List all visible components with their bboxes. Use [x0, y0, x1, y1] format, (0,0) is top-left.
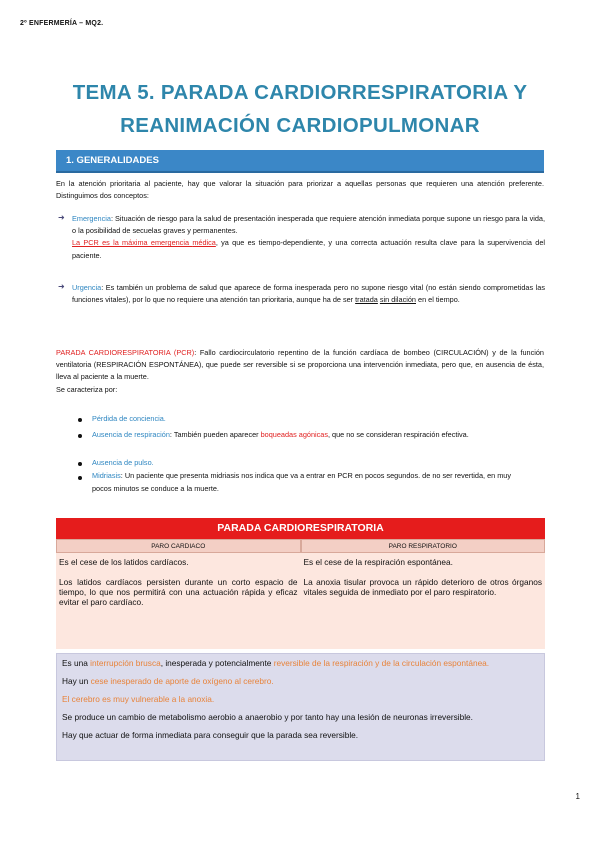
page-title: [0, 76, 600, 142]
page-header: 2º ENFERMERÍA – MQ2.: [20, 20, 104, 27]
feature-item: Ausencia de respiración: También pueden aparecer boqueadas agónicas, que no se consideran respiración efectiva.: [92, 430, 469, 439]
col-header-paro-cardiaco: PARO CARDIACO: [56, 539, 301, 553]
note-item: Se produce un cambio de metabolismo aerobio a anaerobio y por tanto hay una lesión de neuronas irreversible.: [62, 712, 473, 722]
feature-item: Midriasis: Un paciente que presenta midriasis nos indica que va a entrar en PCR en pocos segundos. de no ser revertida, en muy pocos minutos se conduce a la muerte.: [92, 471, 511, 493]
note-item: Es una interrupción brusca, inesperada y potencialmente reversible de la respiración y de la circulación espontánea.: [62, 658, 490, 668]
bullet-dot: [78, 434, 82, 438]
table-title: PARADA CARDIORESPIRATORIA: [56, 518, 545, 539]
col-paro-cardiaco: Es el cese de los latidos cardíacos. Los latidos cardíacos persisten durante un corto espacio de tiempo, lo que nos permitirá con una actuación rápida y eficaz evitar el paro cardíaco.: [59, 557, 298, 607]
col-header-paro-respiratorio: PARO RESPIRATORIO: [301, 539, 546, 553]
note-item: Hay que actuar de forma inmediata para conseguir que la parada sea reversible.: [62, 730, 359, 740]
note-item: El cerebro es muy vulnerable a la anoxia.: [62, 694, 215, 704]
note-item: Hay un cese inesperado de aporte de oxígeno al cerebro.: [62, 676, 274, 686]
table-notes: [56, 653, 545, 761]
emergencia-paragraph: Emergencia: Situación de riesgo para la salud de presentación inesperada que requiere atención inmediata porque supone un riesgo para la vida, o la posibilidad de secuelas graves y permanentes. La PCR es la máxima emergencia médica, ya que es tiempo-dependiente, y una correcta actuación resulta clave para la supervivencia del paciente.: [72, 214, 545, 260]
urgencia-label: Urgencia: [72, 283, 102, 292]
col-paro-respiratorio: Es el cese de la respiración espontánea. La anoxia tisular provoca un rápido deterioro de otros órganos vitales seguida de inmediato por el paro respiratorio.: [303, 557, 542, 597]
pcr-table: [56, 518, 545, 761]
title-line-2: REANIMACIÓN CARDIOPULMONAR: [120, 114, 480, 137]
arrow-bullet-icon: ➜: [58, 213, 65, 222]
feature-item: Pérdida de conciencia.: [92, 414, 166, 423]
table-header-row: [56, 539, 545, 553]
bullet-dot: [78, 418, 82, 422]
section-heading-text: 1. GENERALIDADES: [66, 155, 159, 166]
pcr-definition: PARADA CARDIORESPIRATORIA (PCR): Fallo cardiocirculatorio repentino de la función cardíaca de bombeo (CIRCULACIÓN) y de la función ventilatoria (RESPIRACIÓN ESPONTÁNEA), que puede ser reversible si se proporciona una intervención inmediata, pero que, en ausencia de ésta, lleva al paciente a la muerte. Se caracteriza por:: [56, 348, 544, 394]
arrow-bullet-icon: ➜: [58, 282, 65, 291]
bullet-dot: [78, 462, 82, 466]
page-number: 1: [575, 792, 580, 801]
title-line-1: TEMA 5. PARADA CARDIORRESPIRATORIA Y: [72, 81, 528, 104]
intro-paragraph: En la atención prioritaria al paciente, hay que valorar la situación para priorizar a aquellas personas que requieren una atención preferente. Distinguimos dos conceptos:: [56, 179, 544, 201]
pcr-label: PARADA CARDIORESPIRATORIA (PCR): [56, 348, 195, 357]
urgencia-paragraph: Urgencia: Es también un problema de salud que aparece de forma inesperada pero no supone riesgo vital (no están siendo comprometidas las funciones vitales), por lo que no requiere una atención tan prioritaria, aunque ha de ser tratada sin dilación en el tiempo.: [72, 283, 545, 305]
emergencia-label: Emergencia: [72, 214, 111, 223]
section-heading: [56, 150, 544, 173]
table-body-row: [56, 553, 545, 649]
bullet-dot: [78, 476, 82, 480]
feature-item: Ausencia de pulso.: [92, 458, 154, 467]
